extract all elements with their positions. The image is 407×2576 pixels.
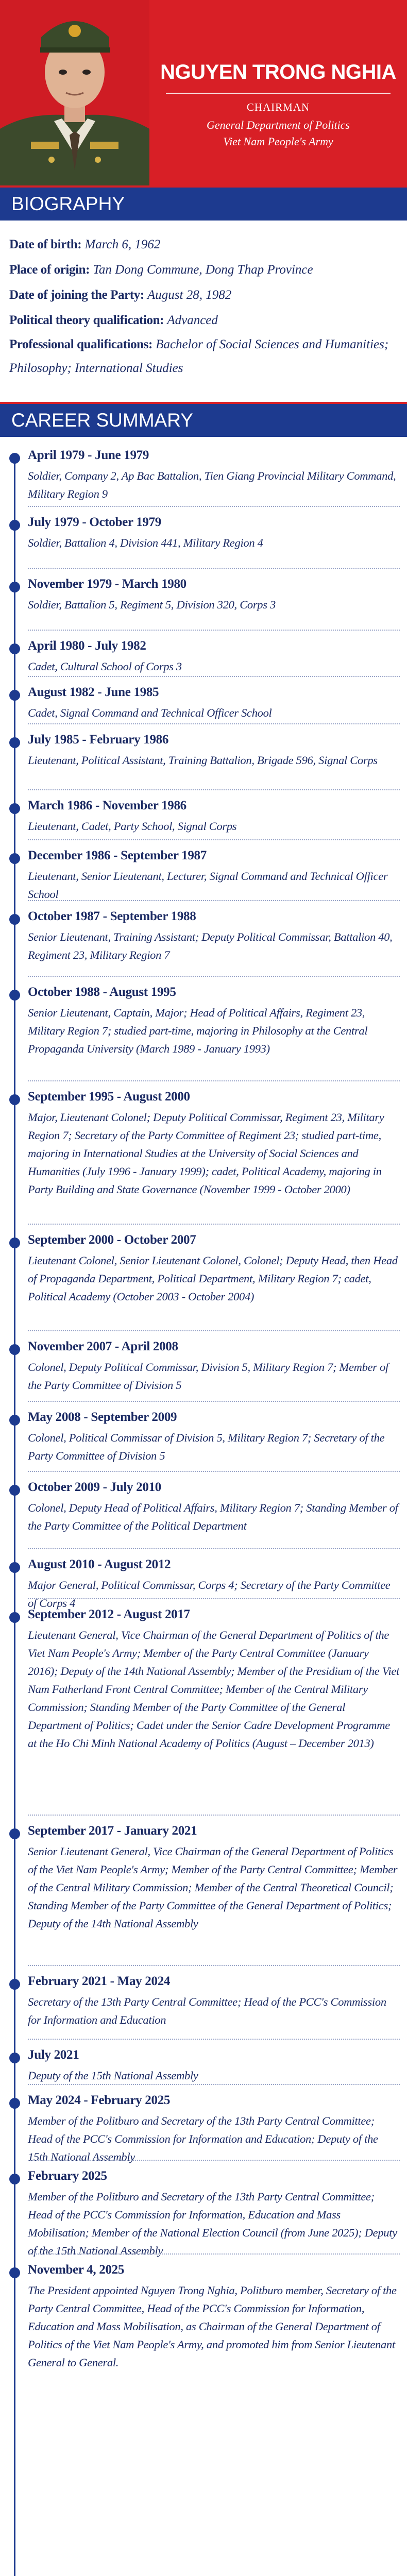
timeline-separator bbox=[28, 2253, 400, 2255]
bio-row-party bbox=[9, 282, 401, 308]
timeline-description: Lieutenant General, Vice Chairman of the General Department of Politics of the Viet Nam People's Army; Member of the Party Central Committee (January 2016); Deputy of the 14th National Assembly; Member of the Presidium of the Viet Nam Fatherland Front Central Committee; Member of the Central Military Commission; Standing Member of the Party Committee of the General Department of Politics; Cadet under the Senior Cadre Development Programme at the Ho Chi Minh National Academy of Politics (August – December 2013) bbox=[28, 1629, 400, 1750]
timeline-period: October 1987 - September 1988 bbox=[28, 909, 196, 923]
bio-label: Date of joining the Party: bbox=[9, 288, 144, 302]
timeline-line bbox=[14, 457, 15, 2576]
biography-section bbox=[9, 232, 401, 380]
timeline-dot-icon bbox=[9, 914, 20, 925]
timeline-period: February 2025 bbox=[28, 2169, 107, 2183]
timeline-dot-icon bbox=[9, 1238, 20, 1248]
timeline-description: Senior Lieutenant General, Vice Chairman of the General Department of Politics of the Viet Nam People's Army; Member of the Party Central Committee; Member of the Central Military Commission; Member of the Central Theoretical Council; Standing Member of the Party Committee of the General Department of Politics; Deputy of the 14th National Assembly bbox=[28, 1845, 398, 1930]
portrait-illustration bbox=[0, 0, 149, 185]
bio-value: Advanced bbox=[167, 313, 218, 327]
timeline-description: Lieutenant, Political Assistant, Training Battalion, Brigade 596, Signal Corps bbox=[28, 754, 378, 767]
timeline-dot-icon bbox=[9, 1562, 20, 1573]
timeline-separator bbox=[28, 1330, 400, 1331]
timeline-dot-icon bbox=[9, 582, 20, 592]
timeline-separator bbox=[28, 1224, 400, 1225]
timeline-separator bbox=[28, 2039, 400, 2040]
timeline-description: Colonel, Deputy Political Commissar, Division 5, Military Region 7; Member of the Party Committee of Division 5 bbox=[28, 1361, 388, 1392]
timeline-description: Major General, Political Commissar, Corps 4; Secretary of the Party Committee of Corps 4 bbox=[28, 1579, 391, 1609]
timeline-separator bbox=[28, 1401, 400, 1402]
bio-label: Political theory qualification: bbox=[9, 313, 164, 327]
timeline-dot-icon bbox=[9, 2053, 20, 2063]
timeline-period: July 1985 - February 1986 bbox=[28, 733, 169, 747]
person-name: NGUYEN TRONG NGHIA bbox=[160, 61, 396, 83]
timeline-period: August 2010 - August 2012 bbox=[28, 1557, 171, 1571]
bio-row-theory bbox=[9, 308, 401, 333]
bio-label: Date of birth: bbox=[9, 238, 82, 251]
bio-value: Bachelor of Social Sciences and Humanities; Philosophy; International Studies bbox=[9, 337, 389, 375]
timeline-separator bbox=[28, 1598, 400, 1599]
timeline-period: October 1988 - August 1995 bbox=[28, 985, 176, 999]
timeline-period: February 2021 - May 2024 bbox=[28, 1974, 171, 1988]
timeline-description: Secretary of the 13th Party Central Committee; Head of the PCC's Commission for Information and Education bbox=[28, 1995, 386, 2026]
timeline-period: November 4, 2025 bbox=[28, 2263, 125, 2277]
timeline-separator bbox=[28, 676, 400, 677]
timeline-separator bbox=[28, 568, 400, 569]
timeline-period: September 2017 - January 2021 bbox=[28, 1824, 197, 1838]
bio-row-birth bbox=[9, 232, 401, 257]
timeline-dot-icon bbox=[9, 990, 20, 1001]
department-line-2: Viet Nam People's Army bbox=[223, 135, 333, 148]
timeline-separator bbox=[28, 976, 400, 977]
timeline-description: Lieutenant, Senior Lieutenant, Lecturer, Signal Command and Technical Officer School bbox=[28, 870, 388, 901]
timeline-description: Cadet, Cultural School of Corps 3 bbox=[28, 660, 182, 673]
header-divider bbox=[166, 93, 391, 94]
bio-row-origin bbox=[9, 257, 401, 282]
timeline-description: Soldier, Battalion 4, Division 441, Military Region 4 bbox=[28, 536, 263, 549]
timeline-period: September 2000 - October 2007 bbox=[28, 1233, 196, 1247]
timeline-separator bbox=[28, 2084, 400, 2085]
timeline-description: Deputy of the 15th National Assembly bbox=[28, 2069, 198, 2082]
timeline-dot-icon bbox=[9, 803, 20, 814]
timeline-description: Member of the Politburo and Secretary of the 13th Party Central Committee; Head of the PCC's Commission for Information and Education; Deputy of the 15th National Assembly bbox=[28, 2114, 378, 2163]
timeline-period: July 2021 bbox=[28, 2048, 79, 2062]
timeline-separator bbox=[28, 900, 400, 901]
portrait-photo bbox=[0, 0, 149, 185]
timeline-description: Member of the Politburo and Secretary of the 13th Party Central Committee; Head of the PCC's Commission for Information, Education and Mass Mobilisation; Member of the National Election Council (from June 2025); Deputy of the 15th National Assembly bbox=[28, 2190, 397, 2257]
timeline-dot-icon bbox=[9, 1485, 20, 1496]
timeline-dot-icon bbox=[9, 520, 20, 531]
bio-value: August 28, 1982 bbox=[147, 288, 232, 302]
timeline-separator bbox=[28, 506, 400, 507]
timeline-separator bbox=[28, 839, 400, 840]
timeline-period: April 1979 - June 1979 bbox=[28, 448, 149, 462]
timeline-period: November 2007 - April 2008 bbox=[28, 1340, 178, 1353]
timeline-dot-icon bbox=[9, 1344, 20, 1355]
timeline-separator bbox=[28, 1965, 400, 1966]
bio-label: Professional qualifications: bbox=[9, 337, 152, 351]
timeline-dot-icon bbox=[9, 2174, 20, 2184]
profile-header bbox=[0, 0, 407, 185]
timeline-dot-icon bbox=[9, 853, 20, 864]
timeline-period: August 1982 - June 1985 bbox=[28, 685, 159, 699]
timeline-period: July 1979 - October 1979 bbox=[28, 515, 161, 529]
timeline-dot-icon bbox=[9, 1612, 20, 1623]
timeline-period: April 1980 - July 1982 bbox=[28, 639, 146, 653]
timeline-description: The President appointed Nguyen Trong Nghia, Politburo member, Secretary of the Party Central Committee, Head of the PCC's Commission for Information, Education and Mass Mobilisation, as Chairman of the General Department of Politics of the Viet Nam People's Army, and promoted him from Senior Lieutenant General to General. bbox=[28, 2284, 397, 2369]
timeline-dot-icon bbox=[9, 1415, 20, 1426]
timeline-separator bbox=[28, 630, 400, 631]
timeline-period: May 2008 - September 2009 bbox=[28, 1410, 177, 1424]
timeline-description: Colonel, Political Commissar of Division 5, Military Region 7; Secretary of the Party Committee of Division 5 bbox=[28, 1431, 385, 1462]
timeline-period: September 1995 - August 2000 bbox=[28, 1090, 190, 1104]
timeline-description: Lieutenant, Cadet, Party School, Signal Corps bbox=[28, 820, 237, 833]
timeline-dot-icon bbox=[9, 643, 20, 654]
timeline-separator bbox=[28, 2160, 400, 2161]
timeline-description: Senior Lieutenant, Captain, Major; Head of Political Affairs, Regiment 23, Military Region 7; studied part-time, majoring in Philosophy at the Central Propaganda University (March 1989 - January 1993) bbox=[28, 1006, 368, 1055]
timeline-dot-icon bbox=[9, 1094, 20, 1105]
timeline-separator bbox=[28, 1548, 400, 1549]
timeline-dot-icon bbox=[9, 2098, 20, 2109]
timeline-period: November 1979 - March 1980 bbox=[28, 577, 186, 591]
timeline-dot-icon bbox=[9, 453, 20, 464]
timeline-separator bbox=[28, 723, 400, 724]
timeline-separator bbox=[28, 789, 400, 790]
timeline-description: Lieutenant Colonel, Senior Lieutenant Colonel, Colonel; Deputy Head, then Head of Propaganda Department, Political Department, Military Region 7; cadet, Political Academy (October 2003 - October 2004) bbox=[28, 1254, 398, 1303]
timeline-dot-icon bbox=[9, 1979, 20, 1990]
career-timeline bbox=[0, 448, 407, 2576]
timeline-period: May 2024 - February 2025 bbox=[28, 2093, 171, 2107]
bio-value: Tan Dong Commune, Dong Thap Province bbox=[93, 263, 313, 277]
timeline-separator bbox=[28, 1815, 400, 1816]
bio-label: Place of origin: bbox=[9, 263, 90, 277]
timeline-period: December 1986 - September 1987 bbox=[28, 849, 207, 862]
timeline-separator bbox=[28, 1471, 400, 1472]
department-line-1: General Department of Politics bbox=[206, 118, 350, 131]
timeline-description: Soldier, Battalion 5, Regiment 5, Division 320, Corps 3 bbox=[28, 598, 276, 611]
timeline-description: Cadet, Signal Command and Technical Officer School bbox=[28, 706, 272, 719]
timeline-description: Major, Lieutenant Colonel; Deputy Political Commissar, Regiment 23, Military Region 7; Secretary of the Party Committee of Regiment 23; studied part-time, majoring in International Studies at the University of Social Sciences and Humanities (July 1996 - January 1999); cadet, Political Academy, majoring in Party Building and State Governance (November 1999 - October 2000) bbox=[28, 1111, 384, 1196]
timeline-separator bbox=[28, 1080, 400, 1081]
career-heading: CAREER SUMMARY bbox=[0, 402, 407, 437]
bio-value: March 6, 1962 bbox=[84, 238, 161, 251]
person-role: CHAIRMAN bbox=[246, 101, 310, 113]
biography-heading: BIOGRAPHY bbox=[0, 185, 407, 221]
timeline-period: October 2009 - July 2010 bbox=[28, 1480, 161, 1494]
timeline-dot-icon bbox=[9, 1828, 20, 1839]
bio-row-qualifications bbox=[9, 333, 401, 380]
timeline-dot-icon bbox=[9, 737, 20, 748]
timeline-period: September 2012 - August 2017 bbox=[28, 1607, 190, 1621]
timeline-dot-icon bbox=[9, 690, 20, 701]
timeline-period: March 1986 - November 1986 bbox=[28, 799, 186, 812]
timeline-dot-icon bbox=[9, 2267, 20, 2278]
timeline-description: Soldier, Company 2, Ap Bac Battalion, Tien Giang Provincial Military Command, Military Region 9 bbox=[28, 469, 396, 500]
timeline-description: Senior Lieutenant, Training Assistant; Deputy Political Commissar, Battalion 40, Regiment 23, Military Region 7 bbox=[28, 930, 393, 961]
timeline-description: Colonel, Deputy Head of Political Affairs, Military Region 7; Standing Member of the Party Committee of the Political Department bbox=[28, 1501, 398, 1532]
